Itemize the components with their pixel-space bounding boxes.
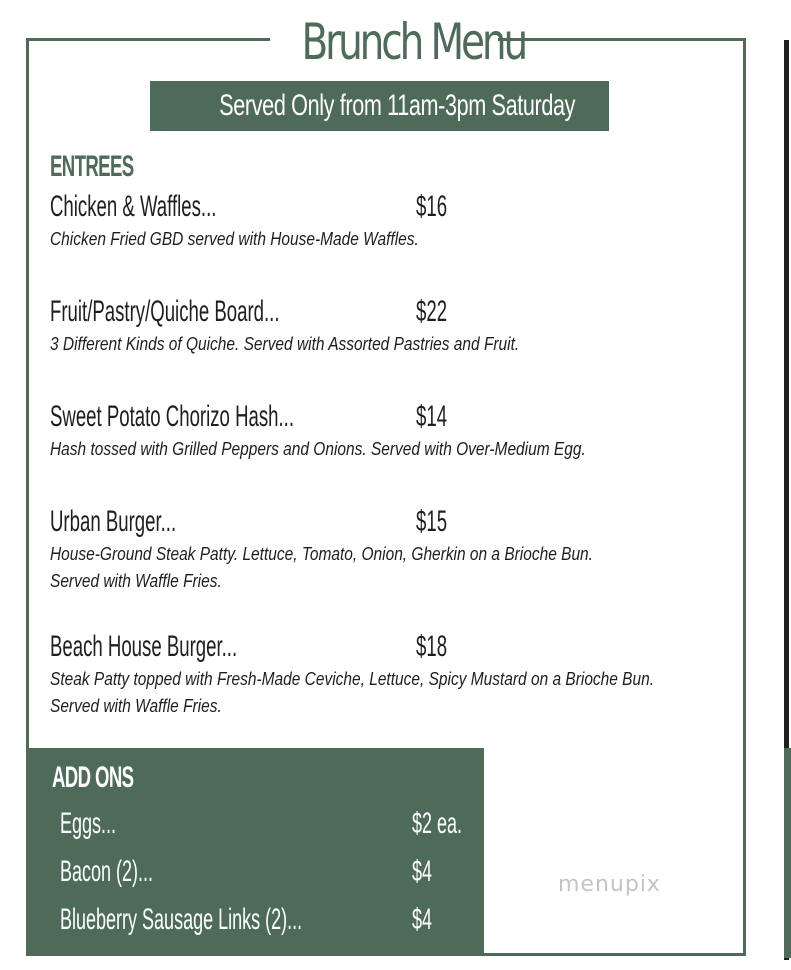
addon-price: $2 ea. xyxy=(412,807,463,840)
hours-banner-text: Served Only from 11am-3pm Saturday xyxy=(219,89,576,122)
menu-item-price: $16 xyxy=(416,190,448,223)
menu-item-description-line: 3 Different Kinds of Quiche. Served with Assorted Pastries and Fruit. xyxy=(50,334,520,354)
addon-row xyxy=(60,902,480,938)
addon-price: $4 xyxy=(412,903,433,936)
menu-item-price: $22 xyxy=(416,295,448,328)
menu-title-wrap xyxy=(270,10,526,74)
addon-name: Blueberry Sausage Links (2)... xyxy=(60,903,303,936)
menu-item-name: Beach House Burger... xyxy=(50,630,238,663)
menu-item-description-line: Hash tossed with Grilled Peppers and Onions. Served with Over-Medium Egg. xyxy=(50,439,586,459)
menu-item-price: $14 xyxy=(416,400,448,433)
hours-banner xyxy=(150,81,609,131)
menu-item-description-line: Served with Waffle Fries. xyxy=(50,696,222,716)
addon-name: Bacon (2)... xyxy=(60,855,154,888)
entrees-heading: ENTREES xyxy=(50,150,134,183)
menu-item-description-line: House-Ground Steak Patty. Lettuce, Tomato, Onion, Gherkin on a Brioche Bun. xyxy=(50,544,593,564)
menu-item-name: Sweet Potato Chorizo Hash... xyxy=(50,400,294,433)
menu-item-description xyxy=(50,666,654,720)
menu-item-description xyxy=(50,226,419,253)
menu-item-name: Urban Burger... xyxy=(50,505,177,538)
menu-title: Brunch Menu xyxy=(301,13,526,71)
menu-item-description xyxy=(50,436,586,463)
menu-item-price: $18 xyxy=(416,630,448,663)
menu-item-description xyxy=(50,541,593,595)
watermark-text: menupix xyxy=(558,872,661,897)
menu-item-description xyxy=(50,331,519,358)
menu-item-description-line: Steak Patty topped with Fresh-Made Ceviche, Lettuce, Spicy Mustard on a Brioche Bun. xyxy=(50,669,655,689)
addon-price: $4 xyxy=(412,855,433,888)
menu-item-price: $15 xyxy=(416,505,448,538)
menu-item-description-line: Chicken Fried GBD served with House-Made Waffles. xyxy=(50,229,419,249)
addon-row xyxy=(60,854,480,890)
menu-item-description-line: Served with Waffle Fries. xyxy=(50,571,222,591)
addon-name: Eggs... xyxy=(60,807,117,840)
menu-item-name: Chicken & Waffles... xyxy=(50,190,217,223)
addons-panel xyxy=(26,748,484,956)
adjacent-page-green-edge xyxy=(784,748,791,958)
addon-row xyxy=(60,806,480,842)
menu-item-name: Fruit/Pastry/Quiche Board... xyxy=(50,295,280,328)
addons-heading: ADD ONS xyxy=(52,761,134,794)
